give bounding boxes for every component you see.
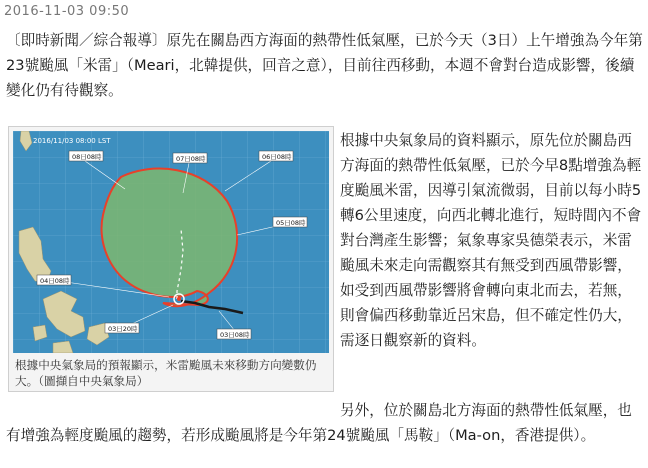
label-04day (37, 275, 71, 285)
typhoon-forecast-map (13, 131, 329, 353)
article-date: 2016-11-03 09:50 (4, 4, 130, 19)
article-paragraph-extra: 另外，位於關島北方海面的熱帶性低氣壓，也有增強為輕度颱風的趨勢，若形成颱風將是今年第24號颱風「馬鞍」（Ma-on，香港提供）。 (6, 402, 632, 444)
svg-text:08日08時: 08日08時 (72, 153, 102, 161)
svg-text:07日08時: 07日08時 (176, 155, 206, 163)
article-paragraph-body: 根據中央氣象局的資料顯示，原先位於關島西方海面的熱帶性低氣壓，已於今早8點增強為輕度颱風米雷，因導引氣流微弱，目前以每小時5轉6公里速度，向西北轉北進行，短時間內不會對台灣產生影響；氣象專家吳德榮表示，米雷颱風未來走向需觀察其有無受到西風帶影響，如受到西風帶影響將會轉向東北而去，若無，則會偏西移動靠近呂宋島，但不確定性仍大，需逐日觀察新的資料。 (340, 132, 642, 349)
label-08day (69, 151, 103, 161)
svg-text:04日08時: 04日08時 (40, 277, 70, 285)
svg-text:03日20時: 03日20時 (108, 325, 138, 333)
label-07day (173, 153, 207, 163)
label-06day (259, 151, 293, 161)
svg-text:06日08時: 06日08時 (262, 153, 292, 161)
label-03day-08h (217, 329, 251, 339)
svg-text:05日08時: 05日08時 (276, 219, 306, 227)
svg-text:03日08時: 03日08時 (220, 331, 250, 339)
figure-caption: 根據中央氣象局的預報顯示，米雷颱風未來移動方向變數仍大。（圖擷自中央氣象局） (15, 358, 317, 388)
map-timestamp: 2016/11/03 08:00 LST (33, 137, 111, 145)
label-05day (273, 217, 307, 227)
forecast-figure (8, 126, 334, 392)
article-paragraph-intro: 〔即時新聞／綜合報導〕原先在關島西方海面的熱帶性低氣壓，已於今天（3日）上午增強為今年第23號颱風「米雷」（Meari，北韓提供，回音之意），目前往西移動，本週不會對台造成影響，後續變化仍有待觀察。 (6, 32, 643, 99)
label-03day-20h (105, 323, 139, 333)
